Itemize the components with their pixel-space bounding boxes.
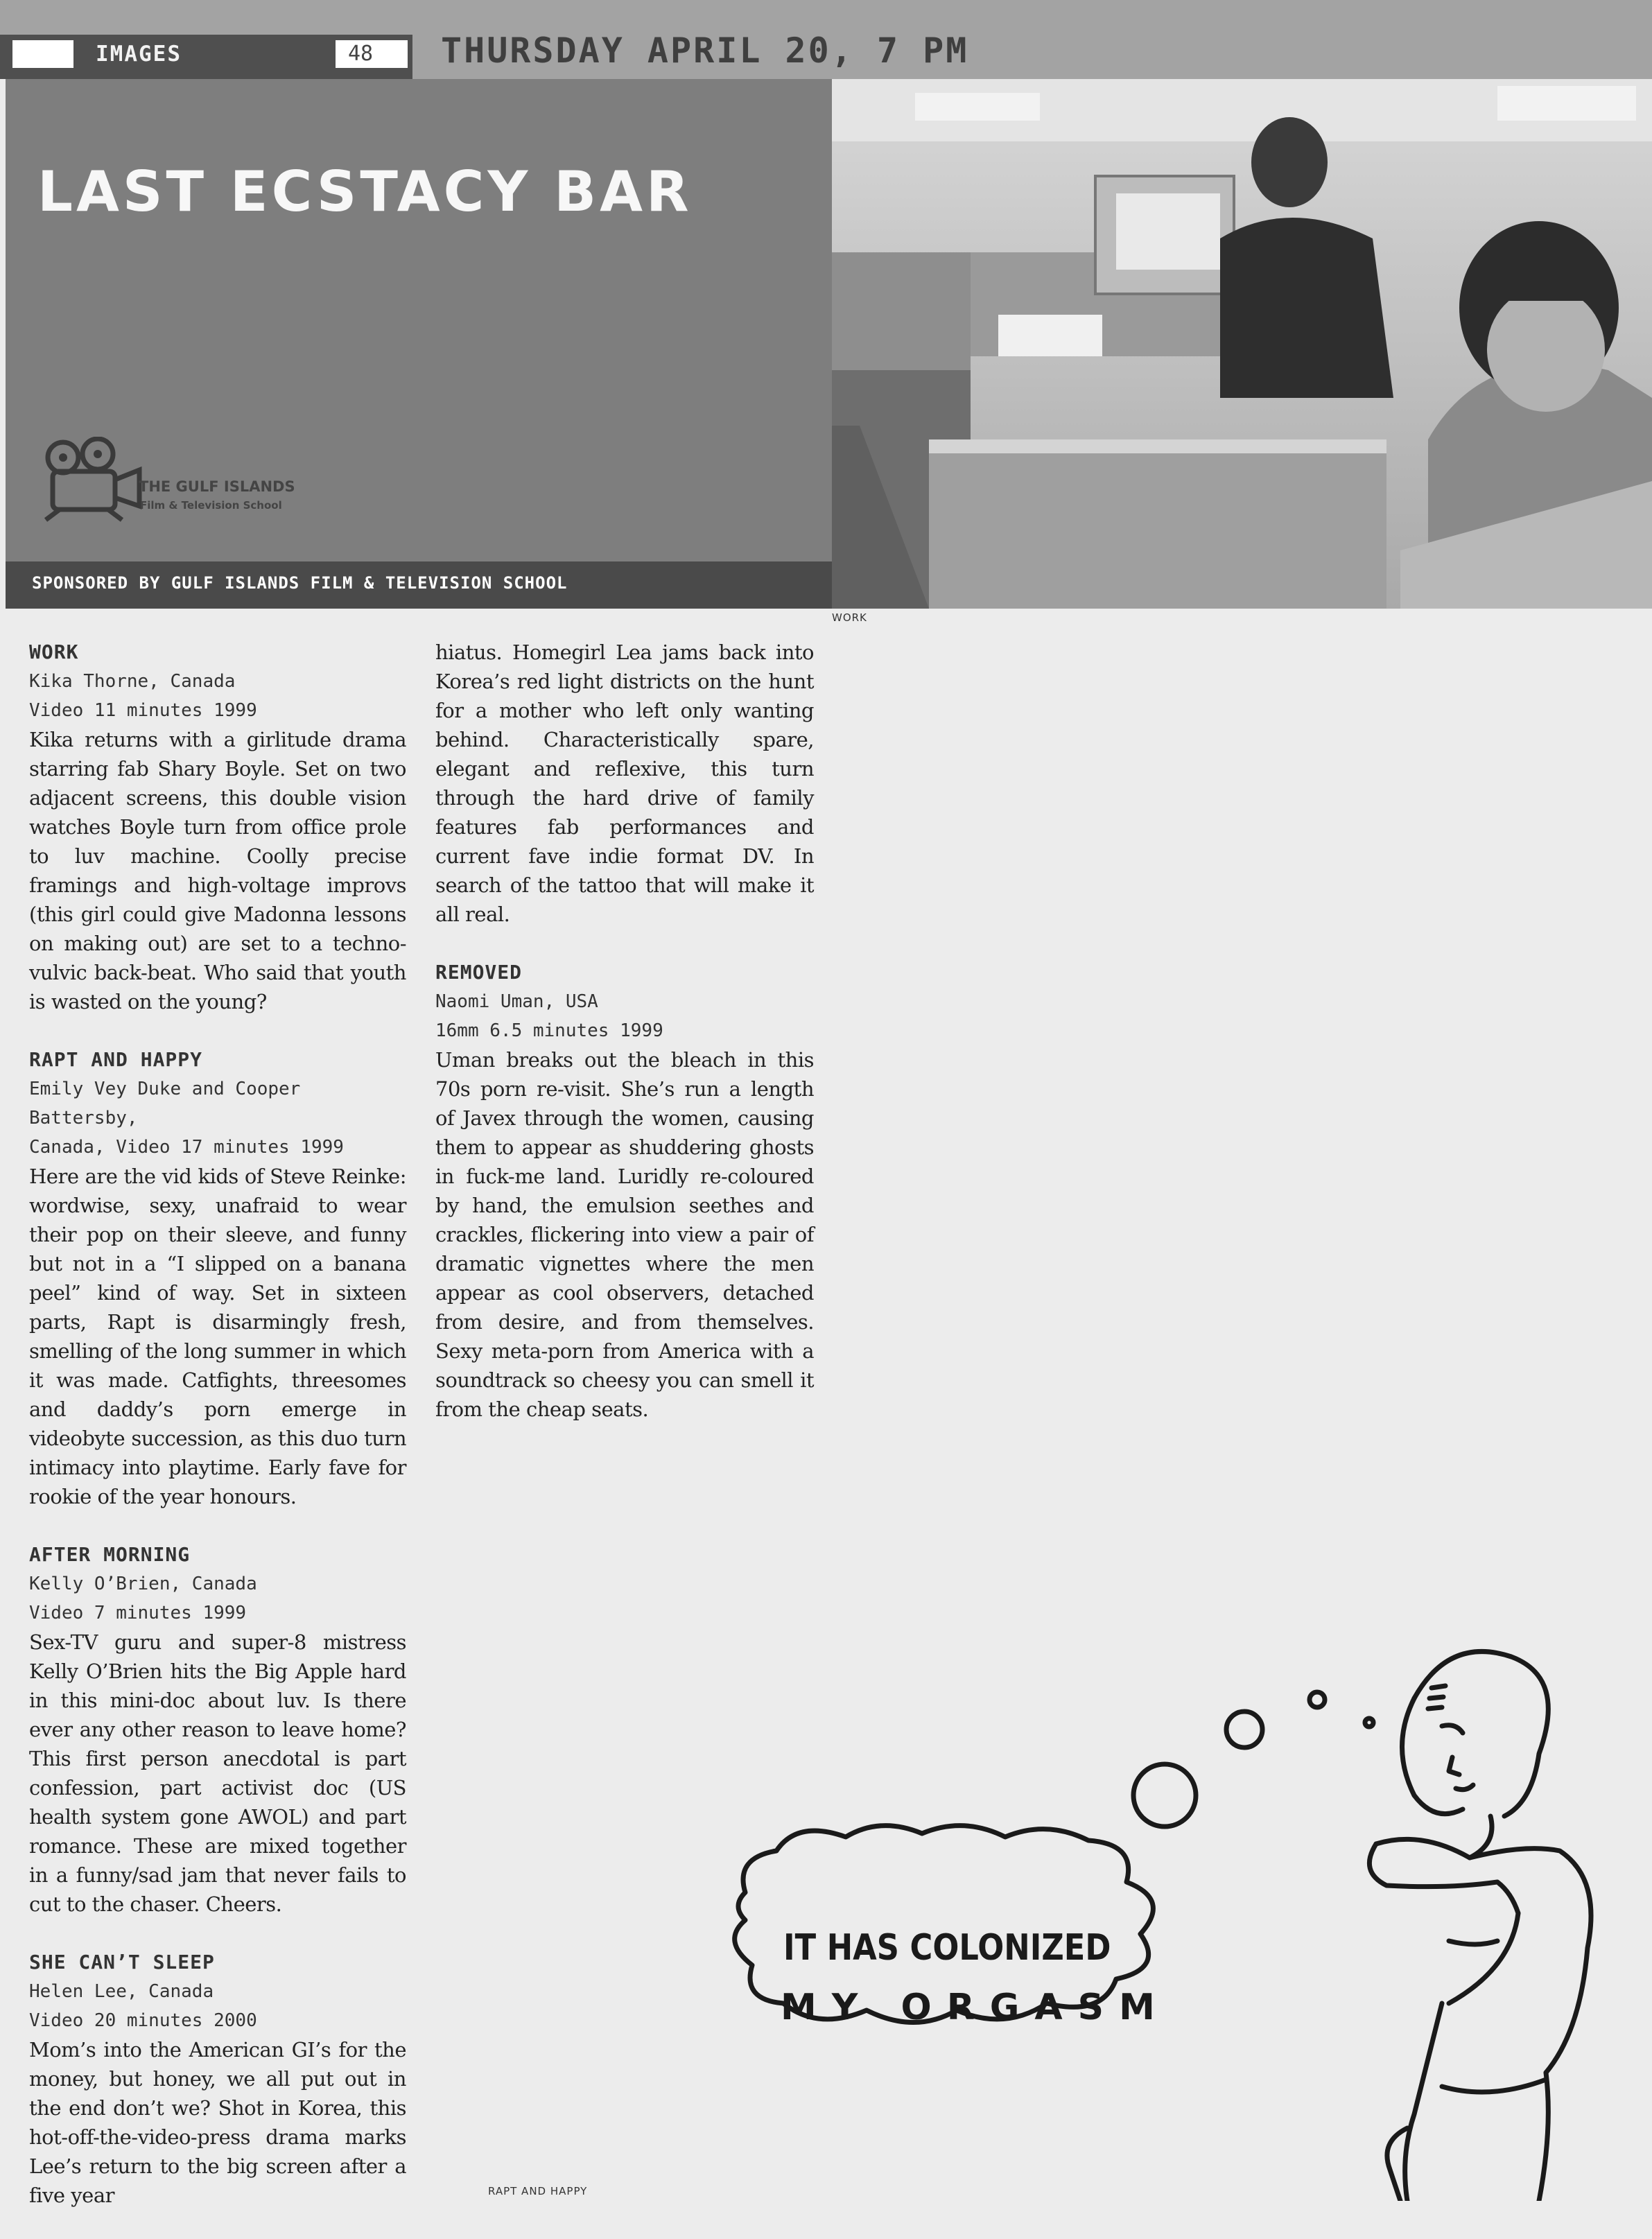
entry-description: Sex-TV guru and super-8 mistress Kelly O’Brien hits the Big Apple hard in this mini-doc about luv. Is there ever any other reason to leave home? This first person anecdotal is part confession, part activist doc (US health system gone AWOL) and part romance. These are mixed together in a funny/sad jam that never fails to cut to the chaser. Cheers. [29,1630,406,1916]
entry-title: SHE CAN’T SLEEP [29,1951,215,1974]
entry-description: Mom’s into the American GI’s for the money, but honey, we all put out in the end don’t we? Shot in Korea, this hot-off-the-video-press drama marks Lee’s return to the big screen after a five year [29,2038,406,2207]
section-marker [12,40,73,68]
entry-title: WORK [29,641,79,663]
entry-credit: Kika Thorne, Canada [29,671,236,692]
entry-title: AFTER MORNING [29,1543,191,1566]
page-number: 48 [336,40,408,68]
film-entry-work [29,638,406,1016]
entry-credit: Video 20 minutes 2000 [29,2010,257,2031]
entry-description: Kika returns with a girlitude drama starring fab Shary Boyle. Set on two adjacent screens, this double vision watches Boyle turn from office prole to luv machine. Coolly precise framings and high-voltage improvs (this girl could give Madonna lessons on making out) are set to a techno-vulvic back-beat. Who said that youth is wasted on the young? [29,728,406,1013]
entry-credit: Naomi Uman, USA [435,991,598,1012]
entry-credit: Canada, Video 17 minutes 1999 [29,1137,344,1158]
film-entry-rapt-and-happy [29,1045,406,1511]
logo-subtitle: Film & Television School [140,499,282,512]
cartoon-text-line1: IT HAS COLONIZED [783,1927,1111,1969]
film-entry-continuation [435,638,814,929]
entry-credit: Helen Lee, Canada [29,1981,214,2002]
entry-credit: Kelly O’Brien, Canada [29,1574,257,1594]
thought-bubble-cartoon [714,1643,1652,2201]
entry-title: RAPT AND HAPPY [29,1048,203,1071]
section-label: IMAGES [96,42,182,67]
entry-title: REMOVED [435,961,523,984]
cartoon-text-line2: MY ORGASM [781,1987,1170,2028]
entry-description: hiatus. Homegirl Lea jams back into Korea’s red light districts on the hunt for a mother who left only wanting behind. Characteristically spare, elegant and reflexive, this turn through the hard drive of family features fab performances and current fave indie format DV. In search of the tattoo that will make it all real. [435,641,814,926]
entry-credit: 16mm 6.5 minutes 1999 [435,1020,663,1041]
screening-date: THURSDAY APRIL 20, 7 PM [441,31,969,71]
entry-credit: Video 7 minutes 1999 [29,1603,247,1623]
photo-caption: WORK [832,611,867,624]
entry-credit: Emily Vey Duke and Cooper Battersby, [29,1079,301,1129]
entry-description: Uman breaks out the bleach in this 70s porn re-visit. She’s run a length of Javex through the women, causing them to appear as shuddering ghosts in fuck-me land. Luridly re-coloured by hand, the emulsion seethes and crackles, flickering into view a pair of dramatic vignettes where the men appear as cool observers, detached from desire, and from themselves. Sexy meta-porn from America with a soundtrack so cheesy you can smell it from the cheap seats. [435,1048,814,1421]
entry-credit: Video 11 minutes 1999 [29,700,257,721]
program-title: LAST ECSTACY BAR [37,159,693,224]
column-left [29,638,406,2239]
cartoon-caption: RAPT AND HAPPY [488,2185,588,2197]
entry-description: Here are the vid kids of Steve Reinke: wordwise, sexy, unafraid to wear their pop on their sleeve, and funny but not in a “I slipped on a banana peel” kind of way. Set in sixteen parts, Rapt is disarmingly fresh, smelling of the long summer in which it was made. Catfights, threesomes and daddy’s porn emerge in videobyte succession, as this duo turn intimacy into playtime. Early fave for rookie of the year honours. [29,1165,406,1508]
film-entry-removed [435,958,814,1424]
film-entry-after-morning [29,1540,406,1919]
logo-name: THE GULF ISLANDS [139,478,295,495]
film-entry-she-cant-sleep [29,1948,406,2210]
work-still-photo [832,79,1652,609]
column-middle [435,638,814,1453]
sponsor-text: SPONSORED BY GULF ISLANDS FILM & TELEVISION SCHOOL [32,573,568,593]
